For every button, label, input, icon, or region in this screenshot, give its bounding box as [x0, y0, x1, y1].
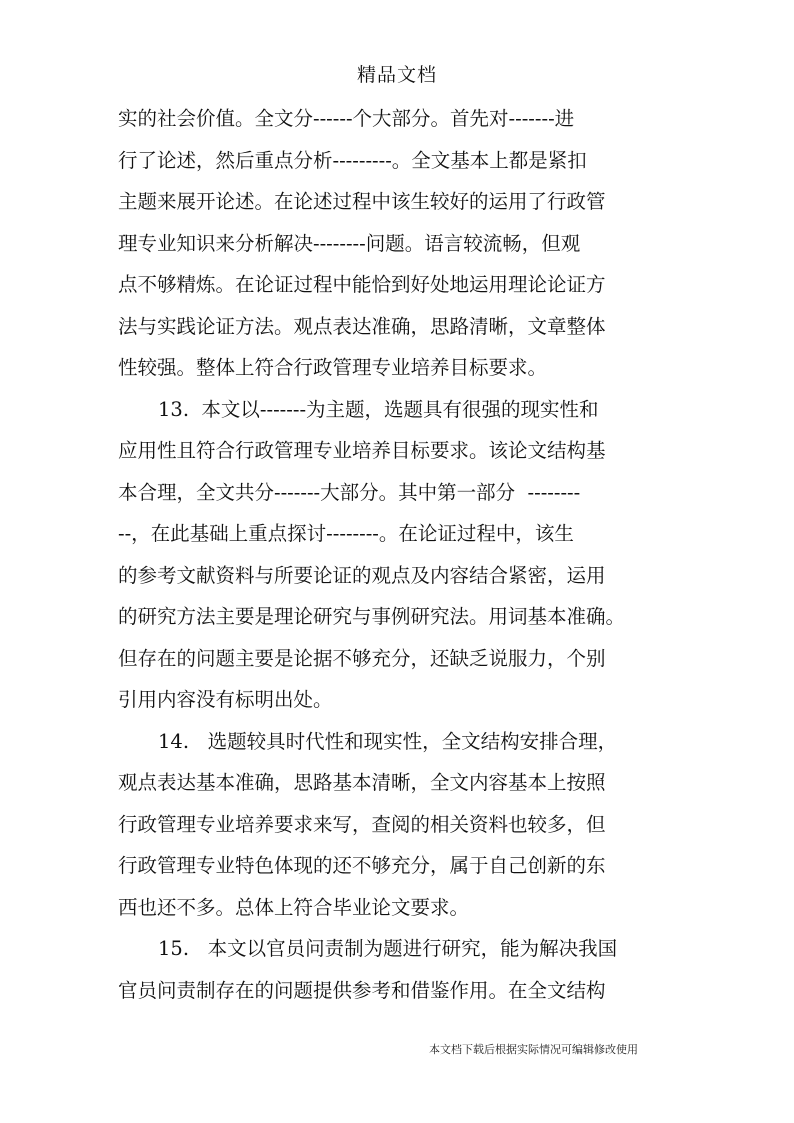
- item-15-first-line: 15. 本文以官员问责制为题进行研究，能为解决我国: [158, 937, 618, 960]
- body-line: 应用性且符合行政管理专业培养目标要求。该论文结构基: [118, 439, 606, 462]
- item-14-first-line: 14. 选题较具时代性和现实性，全文结构安排合理，: [158, 729, 618, 753]
- page-header-title: 精品文档: [356, 64, 437, 86]
- body-line: 实的社会价值。全文分------个大部分。首先对-------进: [118, 107, 575, 130]
- body-line: 本合理，全文共分-------大部分。其中第一部分 --------: [118, 480, 581, 504]
- body-line: 点不够精炼。在论证过程中能恰到好处地运用理论论证方: [118, 273, 606, 296]
- body-line: 引用内容没有标明出处。: [118, 688, 333, 711]
- body-line: 主题来展开论述。在论述过程中该生较好的运用了行政管: [118, 190, 606, 213]
- document-body: [118, 98, 678, 1011]
- body-line: 的参考文献资料与所要论证的观点及内容结合紧密，运用: [118, 563, 606, 587]
- body-line: 官员问责制存在的问题提供参考和借鉴作用。在全文结构: [118, 978, 606, 1002]
- body-line: --，在此基础上重点探讨--------。在论证过程中，该生: [118, 522, 574, 545]
- body-line: 行政管理专业培养要求来写，查阅的相关资料也较多，但: [118, 812, 606, 836]
- page-footer-note: 本文档下载后根据实际情况可编辑修改使用: [429, 1043, 638, 1056]
- body-line: 性较强。整体上符合行政管理专业培养目标要求。: [118, 356, 548, 379]
- body-line: 但存在的问题主要是论据不够充分，还缺乏说服力，个别: [118, 646, 606, 670]
- body-line: 法与实践论证方法。观点表达准确，思路清晰，文章整体: [118, 314, 606, 338]
- body-line: 行了论述，然后重点分析---------。全文基本上都是紧扣: [118, 148, 587, 172]
- body-line: 观点表达基本准确，思路基本清晰，全文内容基本上按照: [118, 771, 606, 794]
- body-line: 西也还不多。总体上符合毕业论文要求。: [118, 895, 470, 919]
- body-line: 行政管理专业特色体现的还不够充分，属于自己创新的东: [118, 854, 606, 877]
- body-line: 理专业知识来分析解决--------问题。语言较流畅，但观: [118, 231, 581, 255]
- item-13-first-line: 13. 本文以-------为主题，选题具有很强的现实性和: [158, 397, 599, 421]
- body-line: 的研究方法主要是理论研究与事例研究法。用词基本准确。: [118, 605, 626, 628]
